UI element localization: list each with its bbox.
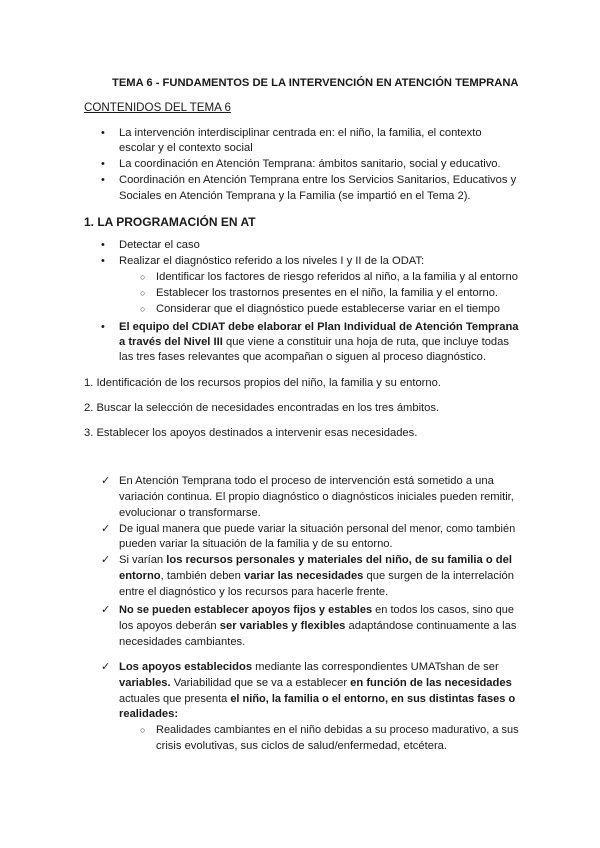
section1-subitem-3: Considerar que el diagnóstico puede establecerse variar en el tiempo	[156, 303, 500, 315]
check-icon: ✓	[101, 523, 111, 535]
bullet-icon: •	[101, 158, 105, 170]
check5-subitem-line-2: crisis evolutivas, sus ciclos de salud/enfermedad, etcétera.	[156, 740, 448, 752]
check5-line-3: actuales que presenta el niño, la familia o el entorno, en sus distintas fases o	[119, 693, 516, 705]
check5-line-2: variables. Variabilidad que se va a establecer en función de las necesidades	[119, 677, 512, 689]
section1-subitem-2: Establecer los trastornos presentes en el niño, la familia y el entorno.	[156, 287, 499, 299]
circle-bullet-icon: ○	[140, 304, 146, 314]
contents-item-2: La coordinación en Atención Temprana: ámbitos sanitario, social y educativo.	[119, 158, 501, 170]
contents-item-1-line-1: La intervención interdisciplinar centrada en: el niño, la familia, el contexto	[119, 127, 482, 139]
numbered-item-1: 1. Identificación de los recursos propios del niño, la familia y su entorno.	[84, 377, 441, 389]
circle-bullet-icon: ○	[140, 272, 146, 282]
check1-line-2: variación continua. El propio diagnóstico o diagnósticos iniciales pueden remitir,	[119, 491, 514, 503]
check5-subitem-line-1: Realidades cambiantes en el niño debidas a su proceso madurativo, a sus	[156, 724, 519, 736]
check4-line-3: necesidades cambiantes.	[119, 636, 246, 648]
bullet-icon: •	[101, 239, 105, 251]
check1-line-3: evolucionar o transformarse.	[119, 507, 261, 519]
circle-bullet-icon: ○	[140, 725, 146, 735]
check4-line-2: los apoyos deberán ser variables y flexibles adaptándose continuamente a las	[119, 620, 517, 632]
check-icon: ✓	[101, 604, 111, 616]
section1-item-3-line-3: las tres fases relevantes que acompañan o siguen al proceso diagnóstico.	[119, 351, 486, 363]
document-title: TEMA 6 - FUNDAMENTOS DE LA INTERVENCIÓN EN ATENCIÓN TEMPRANA	[112, 77, 519, 89]
check3-line-3: entre el diagnóstico y los recursos para hacerle frente.	[119, 586, 389, 598]
check2-line-1: De igual manera que puede variar la situación personal del menor, como también	[119, 523, 516, 535]
section-heading: 1. LA PROGRAMACIÓN EN AT	[84, 215, 256, 229]
check5-line-1: Los apoyos establecidos mediante las correspondientes UMATshan de ser	[119, 661, 499, 673]
numbered-item-3: 3. Establecer los apoyos destinados a intervenir esas necesidades.	[84, 427, 418, 439]
circle-bullet-icon: ○	[140, 288, 146, 298]
section1-item-3-line-2: a través del Nivel III que viene a constituir una hoja de ruta, que incluye todas	[119, 336, 509, 348]
check1-line-1: En Atención Temprana todo el proceso de intervención está sometido a una	[119, 475, 494, 487]
section1-item-3-line-1: El equipo del CDIAT debe elaborar el Plan Individual de Atención Temprana	[119, 321, 519, 333]
check5-line-4: realidades:	[119, 708, 179, 720]
contents-item-1-line-2: escolar y el contexto social	[119, 142, 253, 154]
bullet-icon: •	[101, 174, 105, 186]
check-icon: ✓	[101, 554, 111, 566]
contents-item-3-line-1: Coordinación en Atención Temprana entre los Servicios Sanitarios, Educativos y	[119, 174, 517, 186]
section1-subitem-1: Identificar los factores de riesgo referidos al niño, a la familia y al entorno	[156, 271, 518, 283]
contents-heading: CONTENIDOS DEL TEMA 6	[84, 101, 231, 114]
check2-line-2: pueden variar la situación de la familia y de su entorno.	[119, 538, 393, 550]
bullet-icon: •	[101, 255, 105, 267]
check4-line-1: No se pueden establecer apoyos fijos y estables en todos los casos, sino que	[119, 604, 514, 616]
bullet-icon: •	[101, 127, 105, 139]
section1-item-2: Realizar el diagnóstico referido a los niveles I y II de la ODAT:	[119, 255, 425, 267]
contents-item-3-line-2: Sociales en Atención Temprana y la Familia (se impartió en el Tema 2).	[119, 190, 471, 202]
check3-line-1: Si varían los recursos personales y materiales del niño, de su familia o del	[119, 554, 512, 566]
check-icon: ✓	[101, 661, 111, 673]
check3-line-2: entorno, también deben variar las necesidades que surgen de la interrelación	[119, 570, 514, 582]
bullet-icon: •	[101, 321, 105, 333]
check-icon: ✓	[101, 475, 111, 487]
numbered-item-2: 2. Buscar la selección de necesidades encontradas en los tres ámbitos.	[84, 402, 440, 414]
section1-item-1: Detectar el caso	[119, 239, 200, 251]
